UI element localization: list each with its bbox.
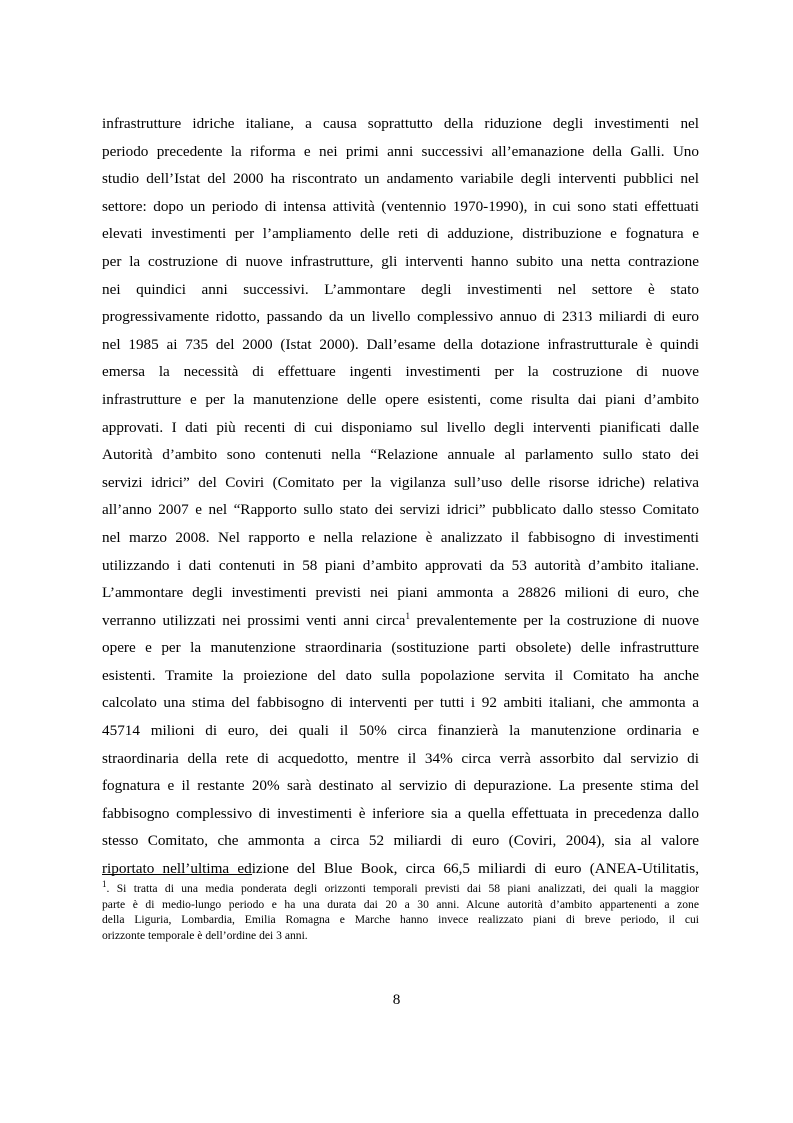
footnote-text: . Si tratta di una media ponderata degli orizzonti temporali previsti dai 58 piani analizzati, dei quali la maggior [106,882,699,895]
body-paragraph [102,110,699,883]
text-line: fognatura e il restante 20% sarà destinato al servizio di depurazione. La presente stima del [102,777,699,795]
text-line: all’anno 2007 e nel “Rapporto sullo stato dei servizi idrici” pubblicato dallo stesso Comitato [102,501,699,519]
text-line: infrastrutture e per la manutenzione delle opere esistenti, come risulta dai piani d’ambito [102,390,699,408]
text-line: periodo precedente la riforma e nei primi anni successivi all’emanazione della Galli. Uno [102,142,699,160]
text-line: nel 1985 ai 735 del 2000 (Istat 2000). Dall’esame della dotazione infrastrutturale è quindi [102,335,699,353]
text-fragment: verranno utilizzati nei prossimi venti anni circa [102,611,406,629]
text-line: L’ammontare degli investimenti previsti nei piani ammonta a 28826 milioni di euro, che [102,584,699,602]
footnote-line [102,881,699,897]
text-line: esistenti. Tramite la proiezione del dato sulla popolazione servita il Comitato ha anche [102,666,699,684]
footnote-line-last: orizzonte temporale è dell’ordine dei 3 anni. [102,928,308,942]
text-line: per la costruzione di nuove infrastrutture, gli interventi hanno subito una netta contrazione [102,252,699,270]
text-line: emersa la necessità di effettuare ingenti investimenti per la costruzione di nuove [102,363,699,381]
text-line: 45714 milioni di euro, dei quali il 50% circa finanzierà la manutenzione ordinaria e [102,722,699,740]
text-line: infrastrutture idriche italiane, a causa soprattutto della riduzione degli investimenti nel [102,115,699,132]
text-line: fabbisogno complessivo di investimenti è inferiore sia a quella effettuata in precedenza dallo [102,804,699,822]
page-number: 8 [392,991,401,1008]
text-line: elevati investimenti per l’ampliamento delle reti di adduzione, distribuzione e fognatura e [102,225,699,243]
text-fragment: prevalentemente per la costruzione di nuove [409,611,700,629]
text-line: utilizzando i dati contenuti in 58 piani d’ambito approvati da 53 autorità d’ambito italiane. [102,556,699,574]
text-line: Autorità d’ambito sono contenuti nella “Relazione annuale al parlamento sullo stato dei [102,446,699,464]
footnote-line: della Liguria, Lombardia, Emilia Romagna e Marche hanno invece realizzato piani di breve periodo, il cui [102,913,699,927]
text-line: studio dell’Istat del 2000 ha riscontrato un andamento variabile degli interventi pubblici nel [102,170,699,188]
footnote-marker: 1 [102,879,107,890]
text-line: opere e per la manutenzione straordinaria (sostituzione parti obsolete) delle infrastrutture [102,639,699,657]
text-line: straordinaria della rete di acquedotto, mentre il 34% circa verrà assorbito dal servizio di [102,749,699,767]
footnote-separator [102,874,252,875]
text-line: calcolato una stima del fabbisogno di interventi per tutti i 92 ambiti italiani, che ammonta a [102,694,699,712]
footnote-line: parte è di medio-lungo periodo e ha una durata dai 20 a 30 anni. Alcune autorità d’ambito appartenenti a zone [102,897,699,911]
text-line: settore: dopo un periodo di intensa attività (ventennio 1970-1990), in cui sono stati effettuati [102,197,699,215]
text-line: riportato nell’ultima edizione del Blue Book, circa 66,5 miliardi di euro (ANEA-Utilitatis, [102,860,699,878]
text-line: stesso Comitato, che ammonta a circa 52 miliardi di euro (Coviri, 2004), sia al valore [102,832,699,850]
text-line: progressivamente ridotto, passando da un livello complessivo annuo di 2313 miliardi di euro [102,308,699,326]
footnote-reference: 1 [405,610,410,621]
text-line: approvati. I dati più recenti di cui disponiamo sul livello degli interventi pianificati dalle [102,418,699,436]
footnote [102,881,699,943]
text-line: nei quindici anni successivi. L’ammontare degli investimenti nel settore è stato [102,280,699,298]
text-line: servizi idrici” del Coviri (Comitato per la vigilanza sull’uso delle risorse idriche) relativa [102,473,699,491]
text-line-with-footnote-ref [102,607,699,635]
text-line: nel marzo 2008. Nel rapporto e nella relazione è analizzato il fabbisogno di investimenti [102,528,699,546]
